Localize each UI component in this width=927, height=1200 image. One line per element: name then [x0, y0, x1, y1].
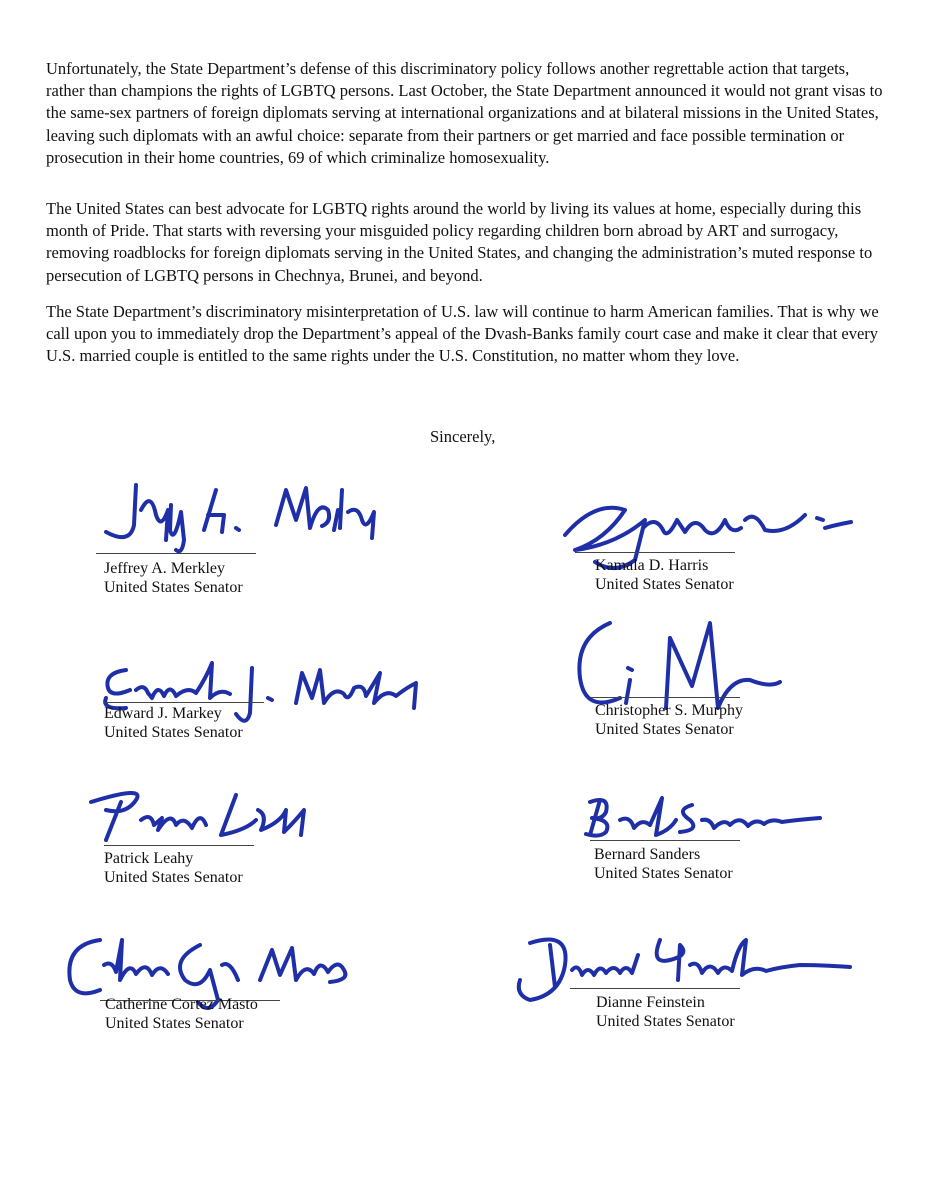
signatory-name: Patrick Leahy	[104, 850, 194, 867]
signatory-name: Edward J. Markey	[104, 705, 222, 722]
signatory-name: Christopher S. Murphy	[595, 702, 743, 719]
signatory-title: United States Senator	[104, 579, 243, 596]
signatory-title: United States Senator	[104, 869, 243, 886]
signature-leahy-icon	[96, 780, 356, 860]
body-paragraph-2: The United States can best advocate for LGBTQ rights around the world by living its values at home, especially during this month of Pride. That starts with reversing your misguided policy regarding children born abroad by ART and surrogacy, removing roadblocks for foreign diplomats serving in the United States, and changing the administration’s muted response to persecution of LGBTQ persons in Chechnya, Brunei, and beyond.	[46, 199, 873, 285]
closing-salutation: Sincerely,	[430, 427, 496, 446]
body-paragraph-3: The State Department’s discriminatory misinterpretation of U.S. law will continue to harm American families. That is why we call upon you to immediately drop the Department’s appeal of the Dvash-Banks family court case and make it clear that every U.S. married couple is entitled to the same rights under the U.S. Constitution, no matter whom they love.	[46, 302, 879, 366]
signature-sanders-icon	[580, 790, 840, 850]
signature-block-sanders	[580, 790, 920, 890]
signature-block-murphy	[570, 608, 910, 748]
signatory-title: United States Senator	[104, 724, 243, 741]
signature-block-leahy	[96, 780, 436, 890]
signatory-title: United States Senator	[105, 1015, 244, 1032]
signature-block-harris	[555, 490, 895, 600]
signature-block-feinstein	[510, 925, 850, 1040]
body-paragraph-1: Unfortunately, the State Department’s defense of this discriminatory policy follows another regrettable action that targets, rather than champions the rights of LGBTQ persons. Last October, the State Department announced it would not grant visas to the same-sex partners of foreign diplomats serving at international organizations and at bilateral missions in the United States, leaving such diplomats with an awful choice: separate from their partners or get married and face possible termination or prosecution in their home countries, 69 of which criminalize homosexuality.	[46, 59, 883, 167]
signatory-name: Bernard Sanders	[594, 846, 701, 863]
signature-merkley-icon	[96, 470, 396, 560]
signatory-name: Dianne Feinstein	[596, 994, 705, 1011]
signatory-title: United States Senator	[596, 1013, 735, 1030]
signature-block-cortez-masto	[60, 920, 400, 1040]
signature-block-merkley	[96, 470, 436, 600]
signatory-title: United States Senator	[595, 576, 734, 593]
signatory-name: Catherine Cortez Masto	[105, 996, 258, 1013]
signatory-name: Jeffrey A. Merkley	[104, 560, 225, 577]
signatory-title: United States Senator	[595, 721, 734, 738]
signatory-title: United States Senator	[594, 865, 733, 882]
signature-block-markey	[96, 648, 436, 748]
signatory-name: Kamala D. Harris	[595, 557, 709, 574]
